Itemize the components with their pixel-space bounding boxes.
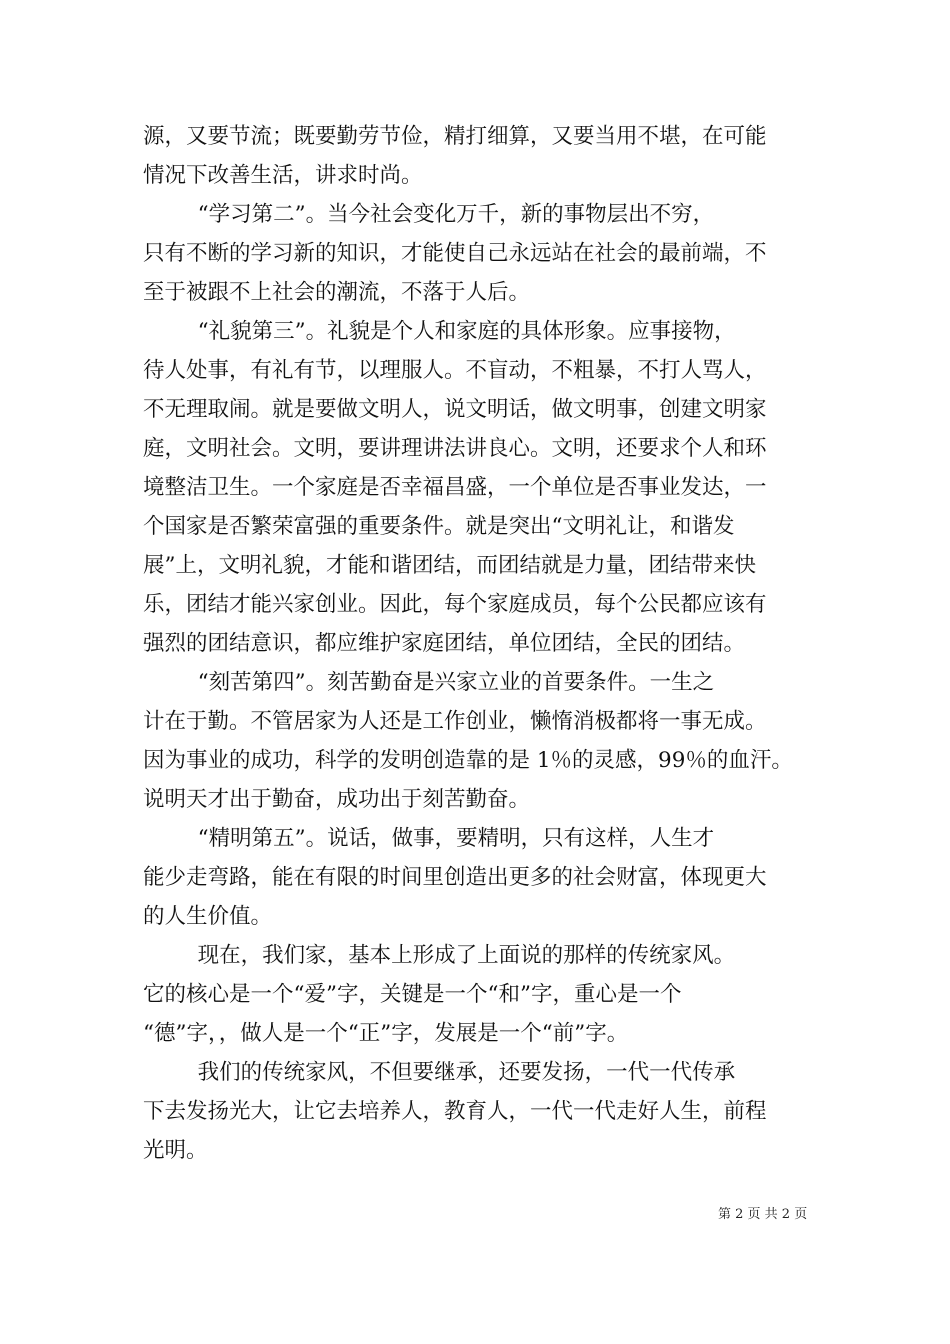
text-line: 至于被跟不上社会的潮流，不落于人后。 xyxy=(143,280,531,305)
text-line: “德”字，，做人是一个“正”字，发展是一个“前”字。 xyxy=(143,1021,629,1046)
text-line: 强烈的团结意识，都应维护家庭团结，单位团结，全民的团结。 xyxy=(143,631,746,656)
text-line: 现在，我们家，基本上形成了上面说的那样的传统家风。 xyxy=(143,943,736,968)
text-line: “精明第五”。说话，做事，要精明，只有这样，人生才 xyxy=(143,826,715,851)
text-line: “礼貌第三”。礼貌是个人和家庭的具体形象。应事接物， xyxy=(143,319,736,344)
text-line: 下去发扬光大，让它去培养人，教育人，一代一代走好人生，前程 xyxy=(143,1099,767,1124)
text-line: 光明。 xyxy=(143,1138,208,1163)
text-line: 不无理取闹。就是要做文明人，说文明话，做文明事，创建文明家 xyxy=(143,397,767,422)
text-line: 源，又要节流；既要勤劳节俭，精打细算，又要当用不堪，在可能 xyxy=(143,124,767,149)
text-line: 能少走弯路，能在有限的时间里创造出更多的社会财富，体现更大 xyxy=(143,865,767,890)
text-line: 乐，团结才能兴家创业。因此，每个家庭成员，每个公民都应该有 xyxy=(143,592,767,617)
text-line: “刻苦第四”。刻苦勤奋是兴家立业的首要条件。一生之 xyxy=(143,670,715,695)
text-line: 庭，文明社会。文明，要讲理讲法讲良心。文明，还要求个人和环 xyxy=(143,436,767,461)
text-line: 的人生价值。 xyxy=(143,904,273,929)
text-line: 待人处事，有礼有节，以理服人。不盲动，不粗暴，不打人骂人， xyxy=(143,358,767,383)
text-line: 我们的传统家风，不但要继承，还要发扬，一代一代传承 xyxy=(143,1060,736,1085)
text-line: 情况下改善生活，讲求时尚。 xyxy=(143,163,423,188)
page-number: 第 2 页 共 2 页 xyxy=(718,1207,808,1222)
text-line: 个国家是否繁荣富强的重要条件。就是突出“文明礼让，和谐发 xyxy=(143,514,735,539)
text-line: 计在于勤。不管居家为人还是工作创业，懒惰消极都将一事无成。 xyxy=(143,709,767,734)
text-line: 只有不断的学习新的知识，才能使自己永远站在社会的最前端，不 xyxy=(143,241,767,266)
text-line: “学习第二”。当今社会变化万千，新的事物层出不穷， xyxy=(143,202,715,227)
text-line: 它的核心是一个“爱”字，关键是一个“和”字，重心是一个 xyxy=(143,982,682,1007)
text-line: 说明天才出于勤奋，成功出于刻苦勤奋。 xyxy=(143,787,531,812)
text-line: 展”上，文明礼貌，才能和谐团结，而团结就是力量，团结带来快 xyxy=(143,553,756,578)
text-line: 因为事业的成功，科学的发明创造靠的是 1％的灵感，99％的血汗。 xyxy=(143,748,793,773)
text-line: 境整洁卫生。一个家庭是否幸福昌盛，一个单位是否事业发达，一 xyxy=(143,475,767,500)
